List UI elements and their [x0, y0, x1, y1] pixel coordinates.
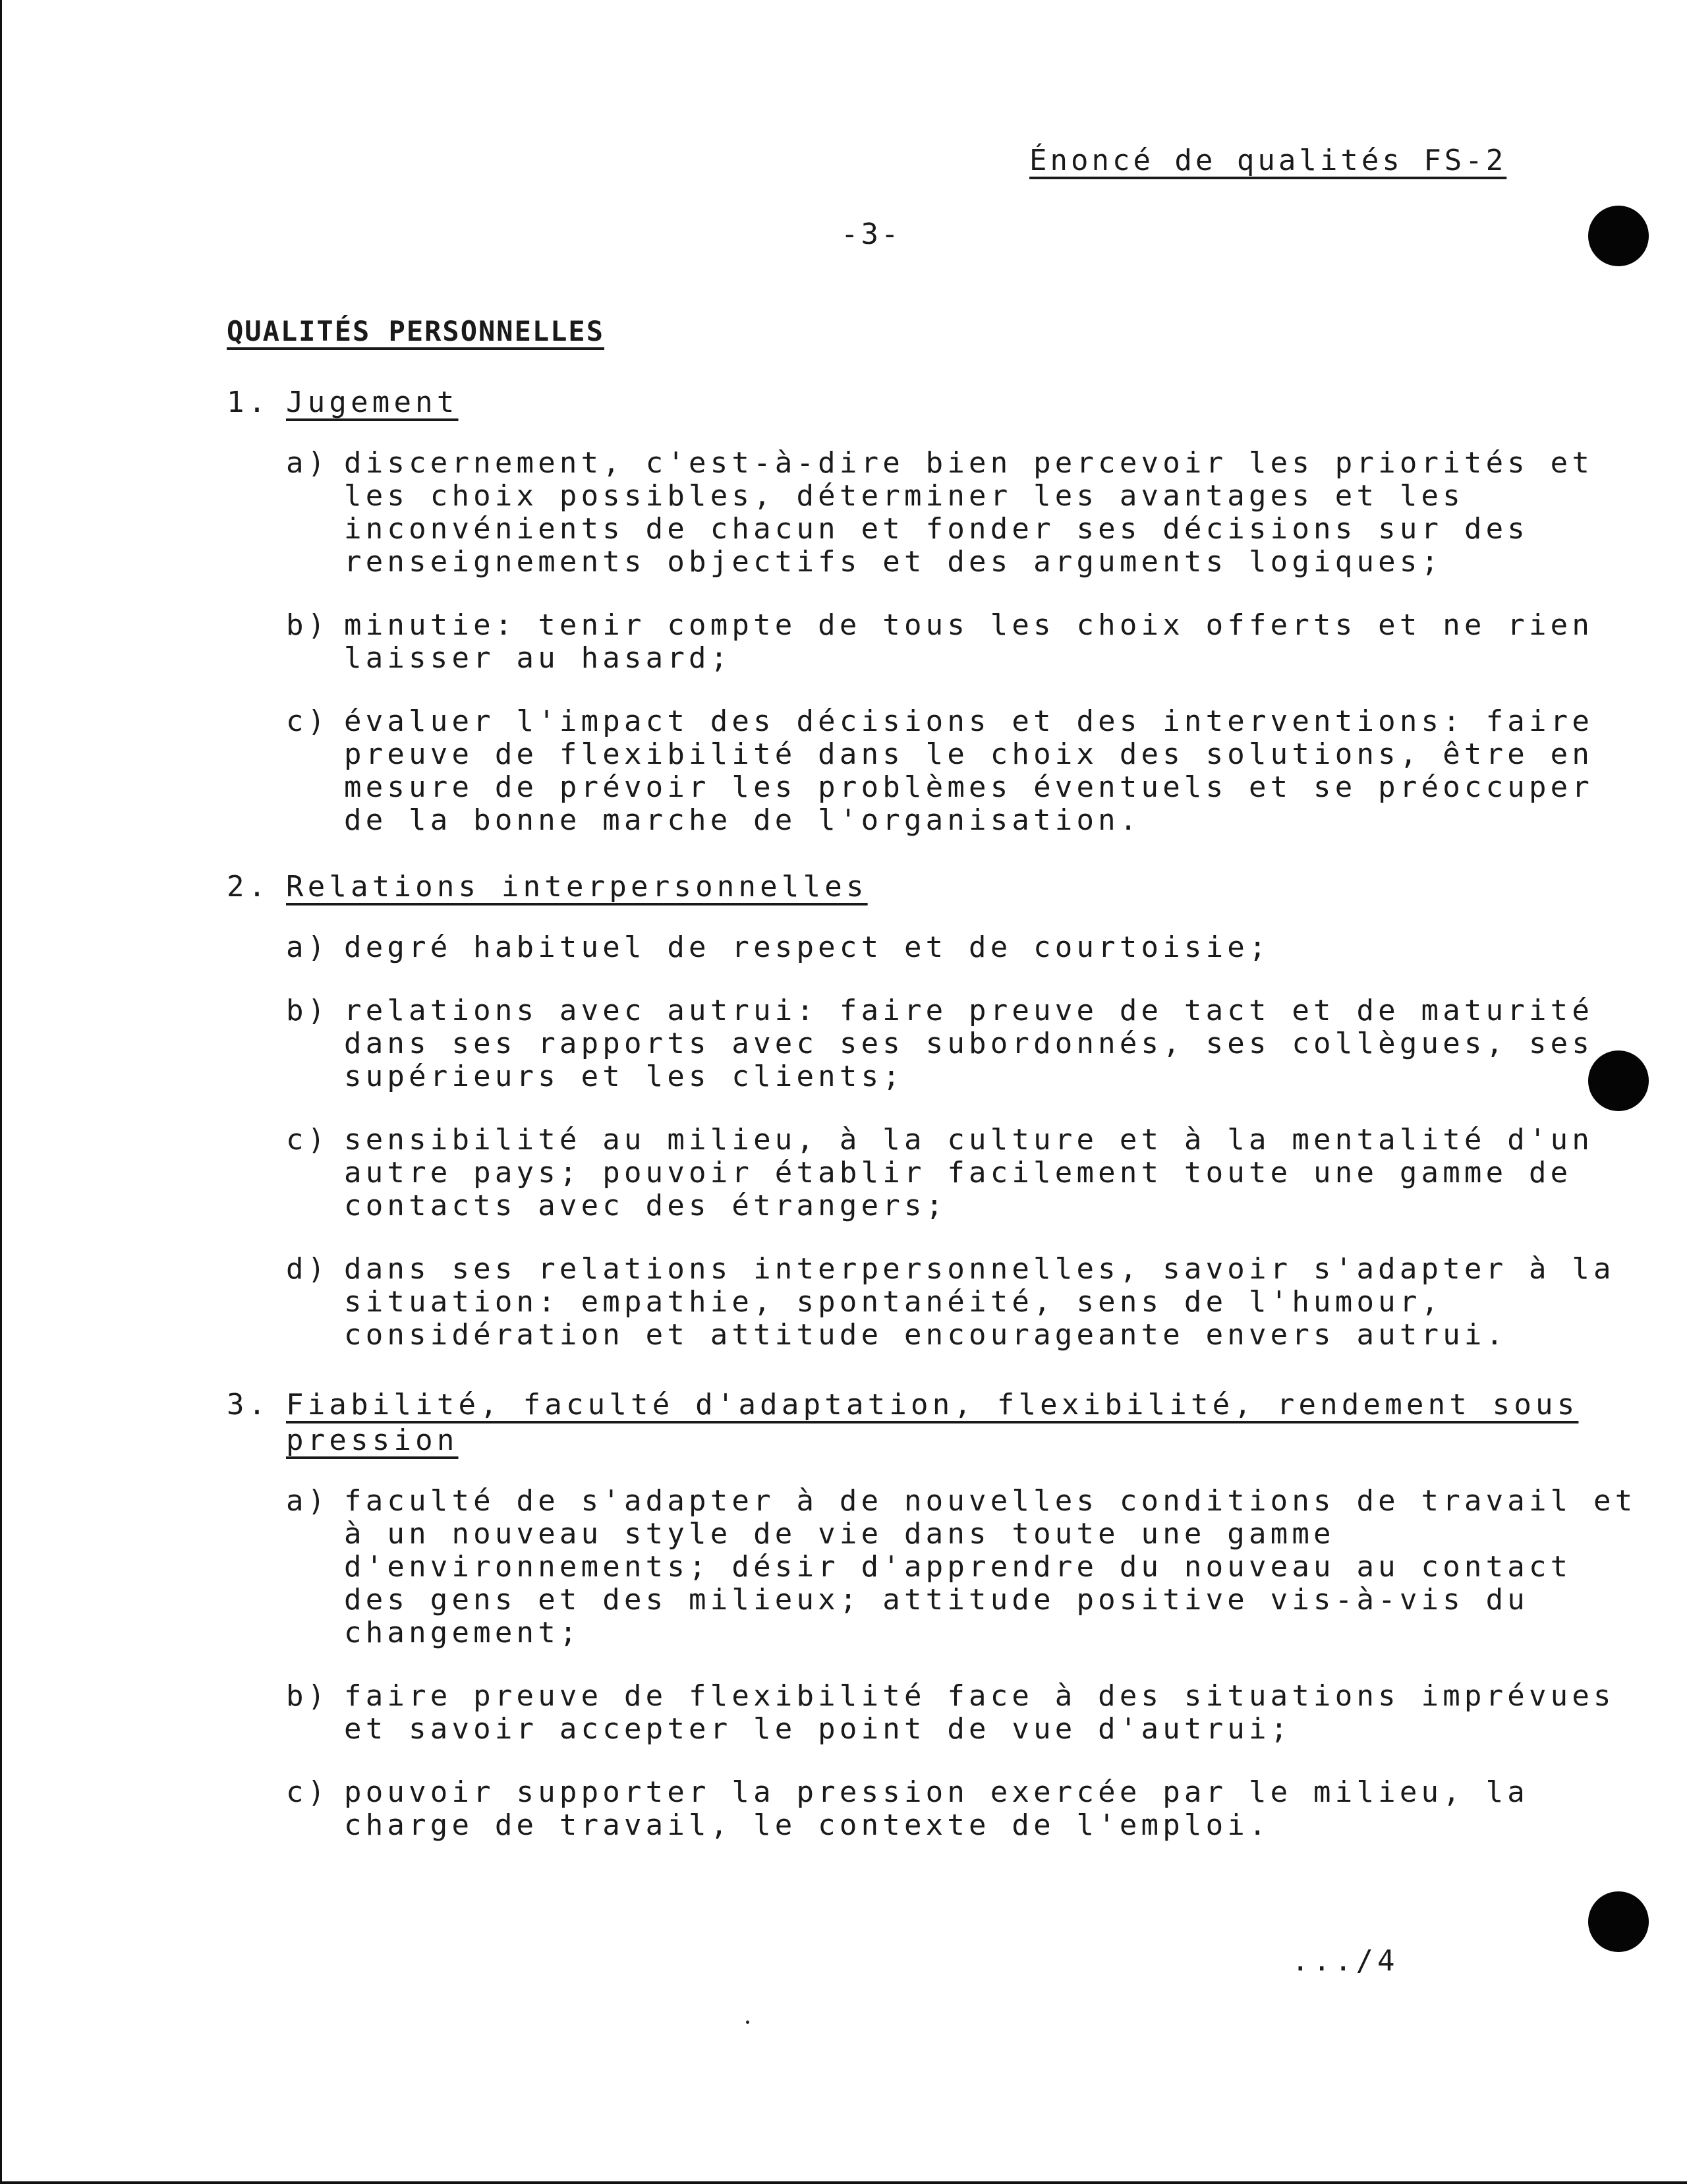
item-text-line: et savoir accepter le point de vue d'autrui;: [344, 1712, 1292, 1746]
item-text-line: supérieurs et les clients;: [344, 1060, 904, 1093]
item-letter: c): [286, 1775, 329, 1809]
section-heading: pression: [286, 1423, 459, 1457]
item-text-line: à un nouveau style de vie dans toute une gamme: [344, 1517, 1335, 1551]
item-text-line: discernement, c'est-à-dire bien percevoir les priorités et: [344, 446, 1594, 480]
item-letter: b): [286, 1679, 329, 1713]
page-number: -3-: [841, 217, 901, 251]
item-letter: a): [286, 1484, 329, 1518]
item-text-line: renseignements objectifs et des arguments logiques;: [344, 545, 1443, 579]
item-text-line: laisser au hasard;: [344, 641, 732, 675]
item-text-line: mesure de prévoir les problèmes éventuels et se préoccuper: [344, 770, 1594, 804]
item-letter: a): [286, 931, 329, 964]
item-text-line: minutie: tenir compte de tous les choix offerts et ne rien: [344, 608, 1594, 642]
scan-edge-bottom: [0, 2181, 1687, 2184]
section-heading: Fiabilité, faculté d'adaptation, flexibilité, rendement sous: [286, 1388, 1579, 1422]
item-letter: c): [286, 704, 329, 738]
section-number: 3.: [227, 1388, 270, 1422]
item-text-line: situation: empathie, spontanéité, sens de l'humour,: [344, 1285, 1443, 1319]
item-text-line: relations avec autrui: faire preuve de tact et de maturité: [344, 994, 1594, 1027]
section-number: 1.: [227, 386, 270, 419]
punch-hole-middle: [1588, 1050, 1649, 1111]
item-text-line: autre pays; pouvoir établir facilement toute une gamme de: [344, 1156, 1572, 1190]
item-text-line: les choix possibles, déterminer les avantages et les: [344, 479, 1464, 513]
section-number: 2.: [227, 870, 270, 904]
item-text-line: considération et attitude encourageante envers autrui.: [344, 1318, 1508, 1352]
item-text-line: de la bonne marche de l'organisation.: [344, 803, 1141, 837]
item-text-line: changement;: [344, 1616, 581, 1650]
item-letter: b): [286, 608, 329, 642]
item-text-line: contacts avec des étrangers;: [344, 1189, 948, 1222]
item-text-line: dans ses rapports avec ses subordonnés, ses collègues, ses: [344, 1027, 1594, 1060]
item-text-line: dans ses relations interpersonnelles, savoir s'adapter à la: [344, 1252, 1615, 1286]
scan-speck: [746, 2021, 749, 2024]
item-letter: a): [286, 446, 329, 480]
punch-hole-top: [1588, 206, 1649, 266]
item-letter: c): [286, 1123, 329, 1157]
item-text-line: d'environnements; désir d'apprendre du nouveau au contact: [344, 1550, 1572, 1584]
item-text-line: sensibilité au milieu, à la culture et à la mentalité d'un: [344, 1123, 1594, 1157]
punch-hole-bottom: [1588, 1891, 1649, 1952]
item-text-line: faculté de s'adapter à de nouvelles conditions de travail et: [344, 1484, 1637, 1518]
item-text-line: degré habituel de respect et de courtoisie;: [344, 931, 1271, 964]
scan-edge-left: [0, 0, 2, 2184]
item-letter: d): [286, 1252, 329, 1286]
item-text-line: des gens et des milieux; attitude positive vis-à-vis du: [344, 1583, 1529, 1617]
document-header-title: Énoncé de qualités FS-2: [1029, 144, 1507, 177]
section-heading: Jugement: [286, 386, 459, 419]
section-heading: Relations interpersonnelles: [286, 870, 868, 904]
item-text-line: preuve de flexibilité dans le choix des solutions, être en: [344, 737, 1594, 771]
item-text-line: inconvénients de chacun et fonder ses décisions sur des: [344, 512, 1529, 546]
item-text-line: évaluer l'impact des décisions et des interventions: faire: [344, 704, 1594, 738]
continuation-marker: .../4: [1292, 1944, 1399, 1978]
item-text-line: faire preuve de flexibilité face à des situations imprévues: [344, 1679, 1615, 1713]
item-text-line: pouvoir supporter la pression exercée par le milieu, la: [344, 1775, 1529, 1809]
item-letter: b): [286, 994, 329, 1027]
item-text-line: charge de travail, le contexte de l'emploi.: [344, 1808, 1271, 1842]
section-title: QUALITÉS PERSONNELLES: [227, 315, 605, 347]
